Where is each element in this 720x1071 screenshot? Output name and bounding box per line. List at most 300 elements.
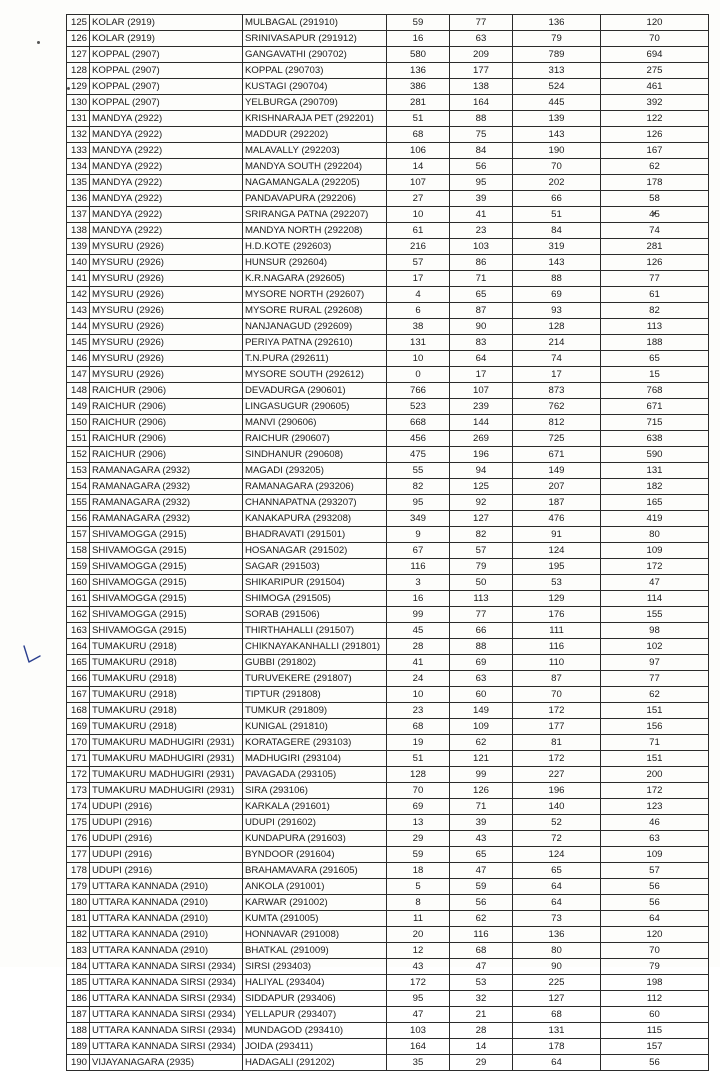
row-number: 175	[67, 815, 90, 831]
district-cell: MANDYA (2922)	[90, 127, 243, 143]
value-3-cell: 52	[513, 815, 601, 831]
row-number: 186	[67, 991, 90, 1007]
row-number: 179	[67, 879, 90, 895]
district-cell: UTTARA KANNADA (2910)	[90, 927, 243, 943]
value-2-cell: 39	[450, 191, 513, 207]
value-2-cell: 87	[450, 303, 513, 319]
value-4-cell: 172	[601, 559, 709, 575]
value-2-cell: 239	[450, 399, 513, 415]
row-number: 168	[67, 703, 90, 719]
block-cell: BRAHAMAVARA (291605)	[243, 863, 387, 879]
value-3-cell: 143	[513, 127, 601, 143]
row-number: 176	[67, 831, 90, 847]
value-4-cell: 46	[601, 815, 709, 831]
district-cell: KOPPAL (2907)	[90, 95, 243, 111]
value-2-cell: 109	[450, 719, 513, 735]
value-1-cell: 20	[387, 927, 450, 943]
value-4-cell: 131	[601, 463, 709, 479]
block-cell: MULBAGAL (291910)	[243, 15, 387, 31]
district-cell: RAICHUR (2906)	[90, 415, 243, 431]
table-row	[67, 767, 709, 783]
district-cell: UDUPI (2916)	[90, 831, 243, 847]
row-number: 172	[67, 767, 90, 783]
district-cell: MANDYA (2922)	[90, 159, 243, 175]
table-row	[67, 143, 709, 159]
value-1-cell: 61	[387, 223, 450, 239]
value-2-cell: 138	[450, 79, 513, 95]
value-2-cell: 32	[450, 991, 513, 1007]
value-2-cell: 113	[450, 591, 513, 607]
block-cell: BHADRAVATI (291501)	[243, 527, 387, 543]
block-cell: KORATAGERE (293103)	[243, 735, 387, 751]
block-cell: THIRTHAHALLI (291507)	[243, 623, 387, 639]
table-row	[67, 255, 709, 271]
value-2-cell: 209	[450, 47, 513, 63]
table-row	[67, 431, 709, 447]
row-number: 161	[67, 591, 90, 607]
value-3-cell: 129	[513, 591, 601, 607]
block-cell: NANJANAGUD (292609)	[243, 319, 387, 335]
value-4-cell: 62	[601, 687, 709, 703]
value-1-cell: 27	[387, 191, 450, 207]
value-3-cell: 124	[513, 543, 601, 559]
value-4-cell: 155	[601, 607, 709, 623]
district-cell: TUMAKURU (2918)	[90, 703, 243, 719]
table-row	[67, 591, 709, 607]
table-row	[67, 991, 709, 1007]
value-2-cell: 41	[450, 207, 513, 223]
table-row	[67, 367, 709, 383]
value-4-cell: 70	[601, 943, 709, 959]
value-4-cell: 172	[601, 783, 709, 799]
row-number: 166	[67, 671, 90, 687]
value-1-cell: 9	[387, 527, 450, 543]
block-cell: TUMKUR (291809)	[243, 703, 387, 719]
value-1-cell: 136	[387, 63, 450, 79]
district-cell: TUMAKURU MADHUGIRI (2931)	[90, 751, 243, 767]
value-3-cell: 172	[513, 751, 601, 767]
value-3-cell: 80	[513, 943, 601, 959]
value-4-cell: 198	[601, 975, 709, 991]
block-cell: BHATKAL (291009)	[243, 943, 387, 959]
value-1-cell: 28	[387, 639, 450, 655]
value-1-cell: 23	[387, 703, 450, 719]
block-cell: KARWAR (291002)	[243, 895, 387, 911]
district-cell: SHIVAMOGGA (2915)	[90, 623, 243, 639]
block-cell: ANKOLA (291001)	[243, 879, 387, 895]
value-1-cell: 18	[387, 863, 450, 879]
value-3-cell: 319	[513, 239, 601, 255]
value-2-cell: 127	[450, 511, 513, 527]
value-4-cell: 64	[601, 911, 709, 927]
value-2-cell: 62	[450, 911, 513, 927]
row-number: 151	[67, 431, 90, 447]
table-row	[67, 831, 709, 847]
value-3-cell: 70	[513, 687, 601, 703]
row-number: 158	[67, 543, 90, 559]
block-cell: SHIKARIPUR (291504)	[243, 575, 387, 591]
block-cell: KANAKAPURA (293208)	[243, 511, 387, 527]
block-cell: SIDDAPUR (293406)	[243, 991, 387, 1007]
block-cell: HUNSUR (292604)	[243, 255, 387, 271]
table-row	[67, 447, 709, 463]
row-number: 132	[67, 127, 90, 143]
district-cell: MYSURU (2926)	[90, 351, 243, 367]
value-2-cell: 63	[450, 671, 513, 687]
row-number: 167	[67, 687, 90, 703]
block-cell: T.N.PURA (292611)	[243, 351, 387, 367]
value-2-cell: 23	[450, 223, 513, 239]
value-2-cell: 47	[450, 863, 513, 879]
block-cell: H.D.KOTE (292603)	[243, 239, 387, 255]
district-cell: UTTARA KANNADA (2910)	[90, 911, 243, 927]
value-2-cell: 126	[450, 783, 513, 799]
block-cell: JOIDA (293411)	[243, 1039, 387, 1055]
table-row	[67, 911, 709, 927]
value-4-cell: 123	[601, 799, 709, 815]
table-row	[67, 63, 709, 79]
row-number: 153	[67, 463, 90, 479]
value-1-cell: 11	[387, 911, 450, 927]
district-cell: SHIVAMOGGA (2915)	[90, 591, 243, 607]
value-4-cell: 80	[601, 527, 709, 543]
block-cell: MYSORE NORTH (292607)	[243, 287, 387, 303]
district-cell: UTTARA KANNADA (2910)	[90, 895, 243, 911]
district-cell: UTTARA KANNADA (2910)	[90, 879, 243, 895]
row-number: 136	[67, 191, 90, 207]
value-4-cell: 63	[601, 831, 709, 847]
value-1-cell: 17	[387, 271, 450, 287]
row-number: 185	[67, 975, 90, 991]
value-2-cell: 59	[450, 879, 513, 895]
row-number: 187	[67, 1007, 90, 1023]
row-number: 180	[67, 895, 90, 911]
value-3-cell: 110	[513, 655, 601, 671]
value-1-cell: 45	[387, 623, 450, 639]
value-2-cell: 17	[450, 367, 513, 383]
value-3-cell: 812	[513, 415, 601, 431]
table-row	[67, 783, 709, 799]
value-4-cell: 182	[601, 479, 709, 495]
value-3-cell: 87	[513, 671, 601, 687]
value-3-cell: 65	[513, 863, 601, 879]
block-cell: SRINIVASAPUR (291912)	[243, 31, 387, 47]
district-cell: MYSURU (2926)	[90, 367, 243, 383]
row-number: 130	[67, 95, 90, 111]
value-3-cell: 17	[513, 367, 601, 383]
value-2-cell: 53	[450, 975, 513, 991]
value-4-cell: 461	[601, 79, 709, 95]
district-cell: RAMANAGARA (2932)	[90, 495, 243, 511]
value-4-cell: 109	[601, 847, 709, 863]
value-4-cell: 638	[601, 431, 709, 447]
district-cell: UDUPI (2916)	[90, 847, 243, 863]
block-cell: RAICHUR (290607)	[243, 431, 387, 447]
value-1-cell: 41	[387, 655, 450, 671]
value-1-cell: 0	[387, 367, 450, 383]
value-1-cell: 386	[387, 79, 450, 95]
value-4-cell: 102	[601, 639, 709, 655]
table-body	[67, 15, 709, 1071]
row-number: 184	[67, 959, 90, 975]
value-3-cell: 313	[513, 63, 601, 79]
row-number: 128	[67, 63, 90, 79]
table-row	[67, 895, 709, 911]
value-1-cell: 475	[387, 447, 450, 463]
block-cell: GUBBI (291802)	[243, 655, 387, 671]
row-number: 131	[67, 111, 90, 127]
district-cell: UTTARA KANNADA SIRSI (2934)	[90, 991, 243, 1007]
table-row	[67, 463, 709, 479]
value-1-cell: 35	[387, 1055, 450, 1071]
value-3-cell: 725	[513, 431, 601, 447]
value-4-cell: 47	[601, 575, 709, 591]
value-1-cell: 99	[387, 607, 450, 623]
value-3-cell: 70	[513, 159, 601, 175]
row-number: 178	[67, 863, 90, 879]
row-number: 134	[67, 159, 90, 175]
value-1-cell: 68	[387, 127, 450, 143]
table-row	[67, 623, 709, 639]
row-number: 181	[67, 911, 90, 927]
district-cell: UTTARA KANNADA SIRSI (2934)	[90, 959, 243, 975]
value-4-cell: 98	[601, 623, 709, 639]
table-row	[67, 639, 709, 655]
row-number: 147	[67, 367, 90, 383]
table-row	[67, 559, 709, 575]
value-4-cell: 45	[601, 207, 709, 223]
district-cell: RAMANAGARA (2932)	[90, 479, 243, 495]
value-3-cell: 227	[513, 767, 601, 783]
district-cell: RAMANAGARA (2932)	[90, 511, 243, 527]
table-row	[67, 943, 709, 959]
table-row	[67, 383, 709, 399]
table-row	[67, 79, 709, 95]
block-cell: CHIKNAYAKANHALLI (291801)	[243, 639, 387, 655]
value-4-cell: 126	[601, 127, 709, 143]
row-number: 156	[67, 511, 90, 527]
district-cell: UDUPI (2916)	[90, 863, 243, 879]
block-cell: BYNDOOR (291604)	[243, 847, 387, 863]
value-1-cell: 10	[387, 207, 450, 223]
value-2-cell: 88	[450, 639, 513, 655]
value-4-cell: 590	[601, 447, 709, 463]
district-cell: MYSURU (2926)	[90, 271, 243, 287]
block-cell: MALAVALLY (292203)	[243, 143, 387, 159]
block-cell: MANDYA SOUTH (292204)	[243, 159, 387, 175]
district-cell: MANDYA (2922)	[90, 175, 243, 191]
block-cell: PANDAVAPURA (292206)	[243, 191, 387, 207]
district-cell: TUMAKURU (2918)	[90, 719, 243, 735]
block-cell: RAMANAGARA (293206)	[243, 479, 387, 495]
value-4-cell: 715	[601, 415, 709, 431]
table-row	[67, 351, 709, 367]
value-2-cell: 65	[450, 847, 513, 863]
value-2-cell: 29	[450, 1055, 513, 1071]
value-2-cell: 92	[450, 495, 513, 511]
row-number: 144	[67, 319, 90, 335]
value-3-cell: 178	[513, 1039, 601, 1055]
table-row	[67, 191, 709, 207]
table-row	[67, 175, 709, 191]
value-1-cell: 69	[387, 799, 450, 815]
district-cell: UTTARA KANNADA SIRSI (2934)	[90, 975, 243, 991]
row-number: 182	[67, 927, 90, 943]
value-4-cell: 65	[601, 351, 709, 367]
district-cell: VIJAYANAGARA (2935)	[90, 1055, 243, 1071]
table-row	[67, 543, 709, 559]
value-2-cell: 65	[450, 287, 513, 303]
block-cell: PERIYA PATNA (292610)	[243, 335, 387, 351]
value-2-cell: 125	[450, 479, 513, 495]
value-2-cell: 164	[450, 95, 513, 111]
value-1-cell: 13	[387, 815, 450, 831]
row-number: 152	[67, 447, 90, 463]
value-3-cell: 72	[513, 831, 601, 847]
value-1-cell: 51	[387, 111, 450, 127]
value-3-cell: 149	[513, 463, 601, 479]
value-1-cell: 67	[387, 543, 450, 559]
block-cell: YELLAPUR (293407)	[243, 1007, 387, 1023]
table-row	[67, 287, 709, 303]
block-cell: K.R.NAGARA (292605)	[243, 271, 387, 287]
value-3-cell: 93	[513, 303, 601, 319]
data-table	[66, 14, 709, 1071]
value-4-cell: 151	[601, 703, 709, 719]
value-1-cell: 5	[387, 879, 450, 895]
value-2-cell: 39	[450, 815, 513, 831]
table-row	[67, 511, 709, 527]
district-cell: UTTARA KANNADA SIRSI (2934)	[90, 1007, 243, 1023]
table-row	[67, 927, 709, 943]
value-4-cell: 71	[601, 735, 709, 751]
block-cell: MYSORE SOUTH (292612)	[243, 367, 387, 383]
district-cell: MYSURU (2926)	[90, 287, 243, 303]
row-number: 125	[67, 15, 90, 31]
value-1-cell: 6	[387, 303, 450, 319]
value-1-cell: 668	[387, 415, 450, 431]
value-1-cell: 95	[387, 991, 450, 1007]
value-2-cell: 107	[450, 383, 513, 399]
value-1-cell: 106	[387, 143, 450, 159]
value-3-cell: 873	[513, 383, 601, 399]
value-4-cell: 74	[601, 223, 709, 239]
value-1-cell: 57	[387, 255, 450, 271]
value-1-cell: 10	[387, 351, 450, 367]
row-number: 157	[67, 527, 90, 543]
value-2-cell: 66	[450, 623, 513, 639]
value-2-cell: 90	[450, 319, 513, 335]
value-2-cell: 88	[450, 111, 513, 127]
value-1-cell: 29	[387, 831, 450, 847]
value-3-cell: 81	[513, 735, 601, 751]
block-cell: SORAB (291506)	[243, 607, 387, 623]
value-1-cell: 128	[387, 767, 450, 783]
value-3-cell: 73	[513, 911, 601, 927]
value-2-cell: 50	[450, 575, 513, 591]
value-2-cell: 56	[450, 159, 513, 175]
row-number: 160	[67, 575, 90, 591]
value-2-cell: 83	[450, 335, 513, 351]
value-2-cell: 144	[450, 415, 513, 431]
value-3-cell: 124	[513, 847, 601, 863]
value-2-cell: 196	[450, 447, 513, 463]
row-number: 169	[67, 719, 90, 735]
block-cell: MADHUGIRI (293104)	[243, 751, 387, 767]
value-4-cell: 77	[601, 671, 709, 687]
row-number: 142	[67, 287, 90, 303]
row-number: 164	[67, 639, 90, 655]
row-number: 141	[67, 271, 90, 287]
value-3-cell: 207	[513, 479, 601, 495]
value-2-cell: 14	[450, 1039, 513, 1055]
value-3-cell: 69	[513, 287, 601, 303]
value-1-cell: 766	[387, 383, 450, 399]
district-cell: TUMAKURU MADHUGIRI (2931)	[90, 767, 243, 783]
value-4-cell: 188	[601, 335, 709, 351]
row-number: 139	[67, 239, 90, 255]
value-3-cell: 139	[513, 111, 601, 127]
value-2-cell: 99	[450, 767, 513, 783]
value-1-cell: 51	[387, 751, 450, 767]
block-cell: SIRSI (293403)	[243, 959, 387, 975]
value-4-cell: 120	[601, 15, 709, 31]
value-1-cell: 19	[387, 735, 450, 751]
district-cell: MYSURU (2926)	[90, 335, 243, 351]
table-row	[67, 495, 709, 511]
table-row	[67, 159, 709, 175]
value-3-cell: 88	[513, 271, 601, 287]
table-row	[67, 671, 709, 687]
block-cell: YELBURGA (290709)	[243, 95, 387, 111]
value-2-cell: 77	[450, 607, 513, 623]
value-4-cell: 275	[601, 63, 709, 79]
value-3-cell: 74	[513, 351, 601, 367]
row-number: 189	[67, 1039, 90, 1055]
value-3-cell: 172	[513, 703, 601, 719]
value-4-cell: 60	[601, 1007, 709, 1023]
value-2-cell: 64	[450, 351, 513, 367]
value-4-cell: 167	[601, 143, 709, 159]
value-4-cell: 694	[601, 47, 709, 63]
row-number: 146	[67, 351, 90, 367]
row-number: 190	[67, 1055, 90, 1071]
block-cell: SRIRANGA PATNA (292207)	[243, 207, 387, 223]
row-number: 145	[67, 335, 90, 351]
value-4-cell: 151	[601, 751, 709, 767]
row-number: 170	[67, 735, 90, 751]
value-2-cell: 77	[450, 15, 513, 31]
district-cell: TUMAKURU (2918)	[90, 687, 243, 703]
value-3-cell: 68	[513, 1007, 601, 1023]
block-cell: TURUVEKERE (291807)	[243, 671, 387, 687]
value-3-cell: 195	[513, 559, 601, 575]
table-row	[67, 719, 709, 735]
row-number: 149	[67, 399, 90, 415]
table-row	[67, 575, 709, 591]
row-number: 137	[67, 207, 90, 223]
block-cell: HONNAVAR (291008)	[243, 927, 387, 943]
row-number: 129	[67, 79, 90, 95]
value-2-cell: 63	[450, 31, 513, 47]
table-row	[67, 1039, 709, 1055]
value-1-cell: 82	[387, 479, 450, 495]
district-cell: MANDYA (2922)	[90, 191, 243, 207]
district-cell: MYSURU (2926)	[90, 303, 243, 319]
value-4-cell: 56	[601, 1055, 709, 1071]
row-number: 154	[67, 479, 90, 495]
value-4-cell: 57	[601, 863, 709, 879]
